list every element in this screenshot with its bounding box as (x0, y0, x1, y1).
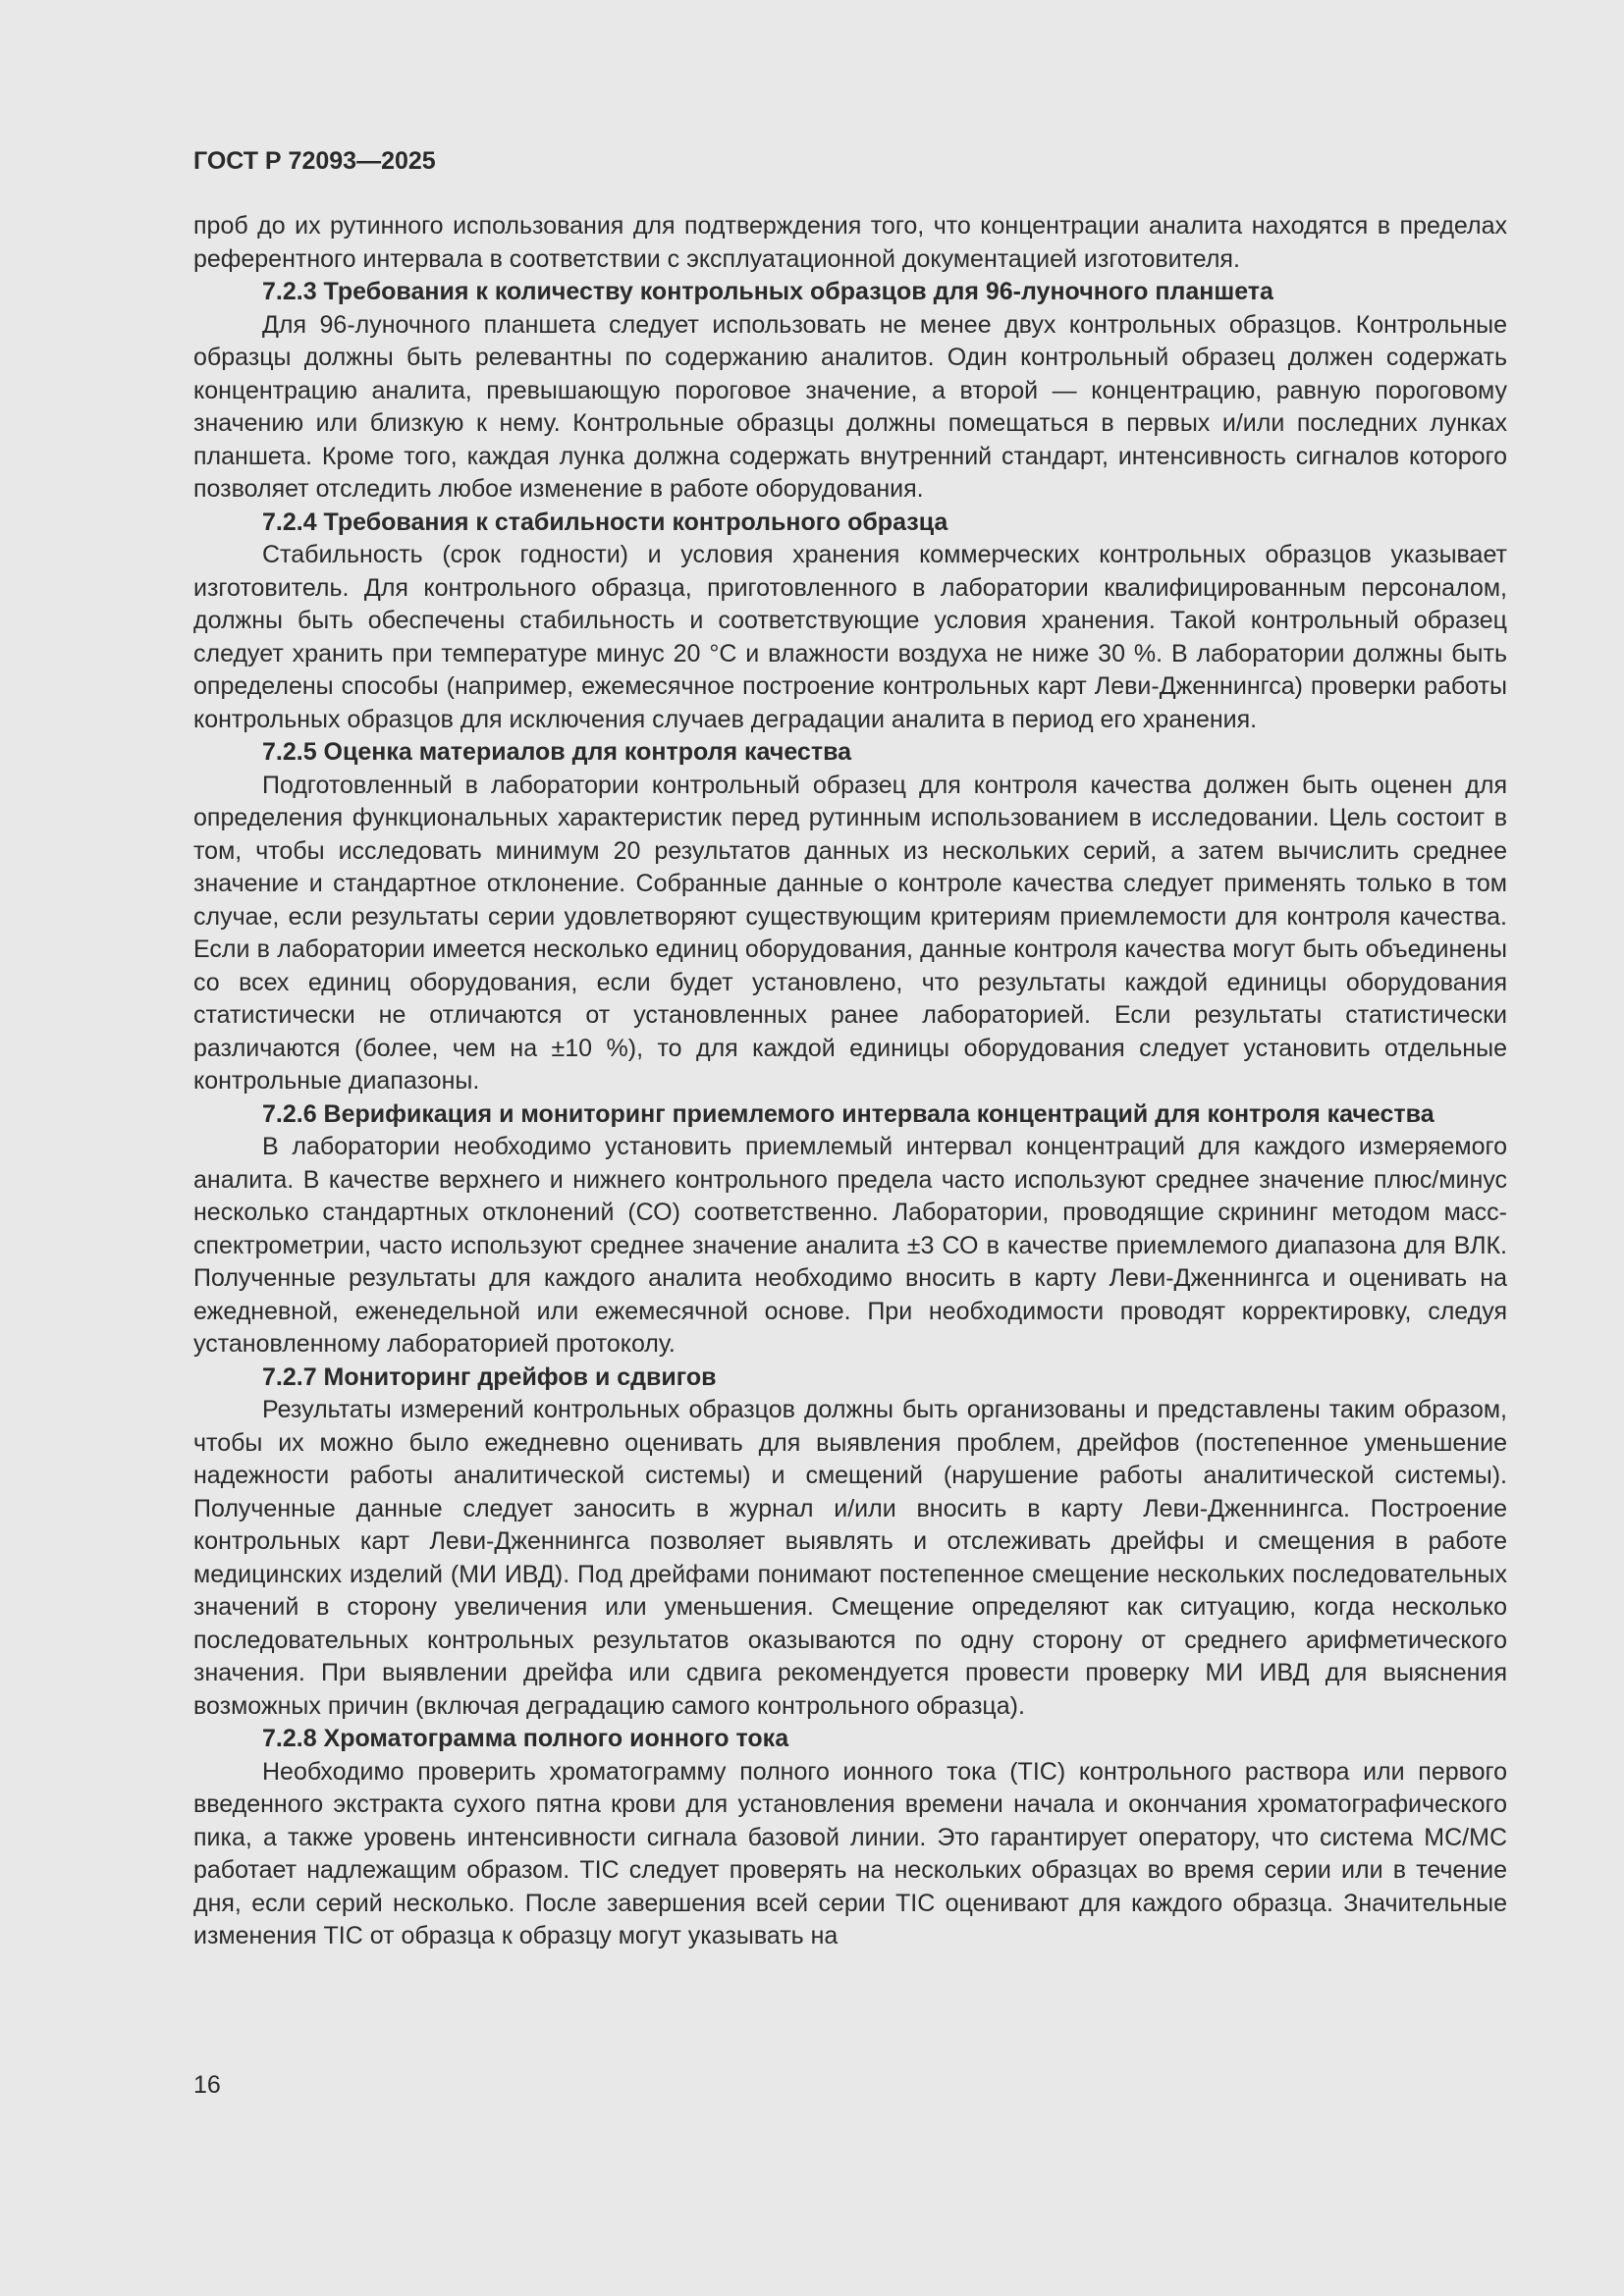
document-header: ГОСТ Р 72093—2025 (193, 147, 436, 175)
paragraph-7-2-3: Для 96-луночного планшета следует использовать не менее двух контрольных образцов. Контрольные образцы должны быть релевантны по содержанию аналитов. Один контрольный образец должен содержать концентрацию аналита, превышающую пороговое значение, а второй — концентрацию, равную пороговому значению или близкую к нему. Контрольные образцы должны помещаться в первых и/или последних лунках планшета. Кроме того, каждая лунка должна содержать внутренний стандарт, интенсивность сигналов которого позволяет отследить любое изменение в работе оборудования. (193, 310, 1507, 503)
paragraph-7-2-4: Стабильность (срок годности) и условия хранения коммерческих контрольных образцов указывает изготовитель. Для контрольного образца, приготовленного в лаборатории квалифицированным персоналом, должны быть обеспечены стабильность и соответствующие условия хранения. Такой контрольный образец следует хранить при температуре минус 20 °С и влажности воздуха не ниже 30 %. В лаборатории должны быть определены способы (например, ежемесячное построение контрольных карт Леви-Дженнингса) проверки работы контрольных образцов для исключения случаев деградации аналита в период его хранения. (193, 541, 1507, 733)
paragraph-continuation: проб до их рутинного использования для подтверждения того, что концентрации аналита находятся в пределах референтного интервала в соответствии с эксплуатационной документацией изготовителя. (193, 212, 1507, 273)
paragraph-7-2-5: Подготовленный в лаборатории контрольный образец для контроля качества должен быть оценен для определения функциональных характеристик перед рутинным использованием в исследовании. Цель состоит в том, чтобы исследовать минимум 20 результатов данных из нескольких серий, а затем вычислить среднее значение и стандартное отклонение. Собранные данные о контроле качества следует применять только в том случае, если результаты серии удовлетворяют существующим критериям приемлемости для контроля качества. Если в лаборатории имеется несколько единиц оборудования, данные контроля качества могут быть объединены со всех единиц оборудования, если будет установлено, что результаты каждой единицы оборудования статистически не отличаются от установленных ранее лабораторией. Если результаты статистически различаются (более, чем на ±10 %), то для каждой единицы оборудования следует установить отдельные контрольные диапазоны. (193, 771, 1507, 1095)
paragraph-7-2-7: Результаты измерений контрольных образцов должны быть организованы и представлены таким образом, чтобы их можно было ежедневно оценивать для выявления проблем, дрейфов (постепенное уменьшение надежности работы аналитической системы) и смещений (нарушение работы аналитической системы). Полученные данные следует заносить в журнал и/или вносить в карту Леви-Дженнингса. Построение контрольных карт Леви-Дженнингса позволяет выявлять и отслеживать дрейфы и смещения в работе медицинских изделий (МИ ИВД). Под дрейфами понимают постепенное смещение нескольких последовательных значений в сторону увеличения или уменьшения. Смещение определяют как ситуацию, когда несколько последовательных контрольных результатов оказываются по одну сторону от среднего арифметического значения. При выявлении дрейфа или сдвига рекомендуется провести проверку МИ ИВД для выяснения возможных причин (включая деградацию самого контрольного образца). (193, 1396, 1507, 1720)
section-heading-7-2-5: 7.2.5 Оценка материалов для контроля качества (262, 738, 852, 766)
page-number: 16 (193, 2071, 221, 2099)
document-page (193, 145, 1507, 1953)
section-heading-7-2-4: 7.2.4 Требования к стабильности контрольного образца (262, 507, 948, 536)
section-heading-7-2-3: 7.2.3 Требования к количеству контрольных образцов для 96-луночного планшета (262, 278, 1273, 305)
section-heading-7-2-8: 7.2.8 Хроматограмма полного ионного тока (262, 1725, 789, 1752)
section-heading-7-2-7: 7.2.7 Мониторинг дрейфов и сдвигов (262, 1362, 717, 1391)
paragraph-7-2-6: В лаборатории необходимо установить приемлемый интервал концентраций для каждого измеряемого аналита. В качестве верхнего и нижнего контрольного предела часто используют среднее значение плюс/минус несколько стандартных отклонений (СО) соответственно. Лаборатории, проводящие скрининг методом масс-спектрометрии, часто используют среднее значение аналита ±3 СО в качестве приемлемого диапазона для ВЛК. Полученные результаты для каждого аналита необходимо вносить в карту Леви-Дженнингса и оценивать на ежедневной, еженедельной или ежемесячной основе. При необходимости проводят корректировку, следуя установленному лабораторией протоколу. (193, 1133, 1507, 1358)
section-heading-7-2-6: 7.2.6 Верификация и мониторинг приемлемого интервала концентраций для контроля качества (262, 1099, 1435, 1128)
paragraph-7-2-8: Необходимо проверить хроматограмму полного ионного тока (TIC) контрольного раствора или первого введенного экстракта сухого пятна крови для установления времени начала и окончания хроматографического пика, а также уровень интенсивности сигнала базовой линии. Это гарантирует оператору, что система МС/МС работает надлежащим образом. TIC следует проверять на нескольких образцах во время серии или в течение дня, если серий несколько. После завершения всей серии TIC оценивают для каждого образца. Значительные изменения TIC от образца к образцу могут указывать на (193, 1757, 1507, 1949)
